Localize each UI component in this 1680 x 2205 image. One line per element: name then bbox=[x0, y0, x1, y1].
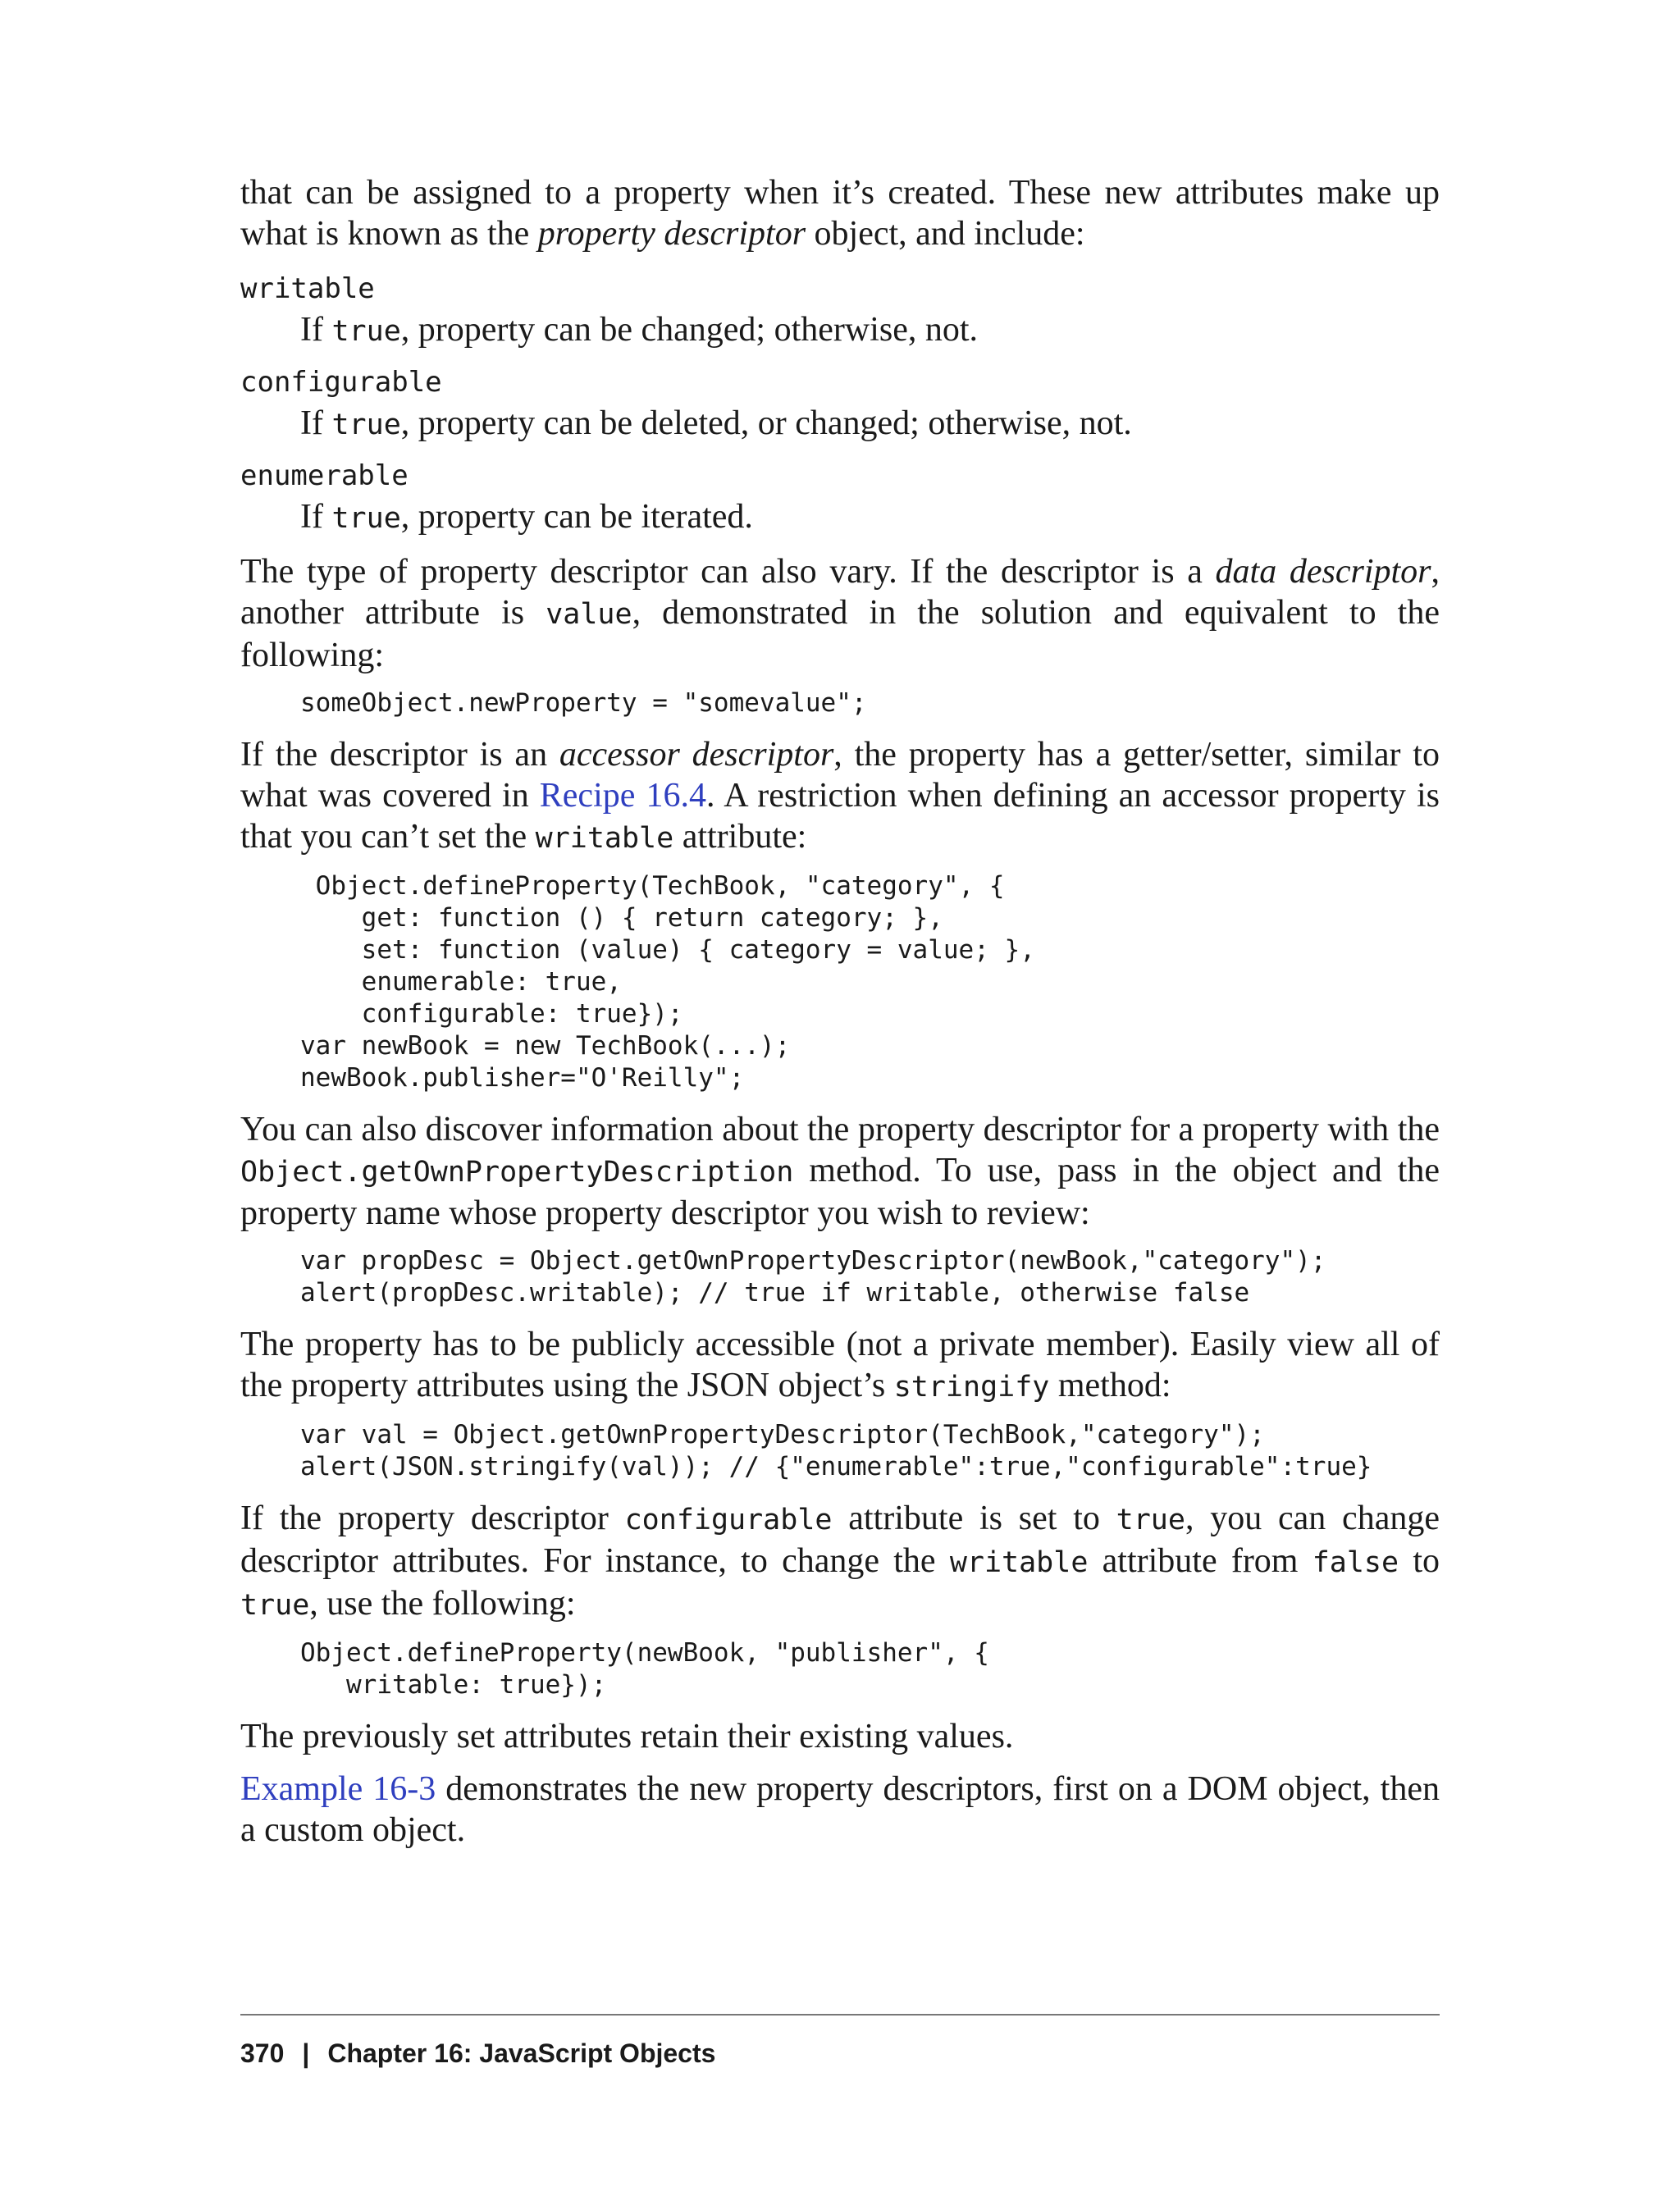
code-block-5: Object.defineProperty(newBook, "publisher", { writable: true}); bbox=[300, 1638, 989, 1700]
paragraph-intro bbox=[240, 172, 1440, 254]
attribute-term-enumerable: enumerable bbox=[240, 459, 409, 492]
footer-separator: | bbox=[302, 2038, 310, 2068]
code-block-2: Object.defineProperty(TechBook, "category", { get: function () { return category; }, set: function (value) { category = value; }, enumerable: true, configurable: true}); var newBook = new TechBook(...); newBook.publisher="O'Reilly"; bbox=[300, 871, 1035, 1093]
attribute-desc-writable: If true, property can be changed; otherwise, not. bbox=[300, 311, 979, 349]
code-block-3: var propDesc = Object.getOwnPropertyDescriptor(newBook,"category"); alert(propDesc.writable); // true if writable, otherwise false bbox=[300, 1246, 1326, 1308]
text: that can be assigned to a property when it’s created. These new attributes make up what is known as the bbox=[240, 174, 1440, 253]
paragraph-get-own-property: You can also discover information about the property descriptor for a property with the Object.getOwnPropertyDescription method. To use, pass in the object and the property name whose property descriptor you wish to review: bbox=[240, 1111, 1440, 1232]
page-footer bbox=[240, 2014, 1440, 2069]
paragraph-stringify: The property has to be publicly accessible (not a private member). Easily view all of the property attributes using the JSON object’s stringify method: bbox=[240, 1326, 1440, 1404]
chapter-title: Chapter 16: JavaScript Objects bbox=[327, 2038, 716, 2068]
text: object, and include: bbox=[806, 215, 1085, 253]
page-content bbox=[240, 172, 1440, 1851]
code-block-1: someObject.newProperty = "somevalue"; bbox=[300, 688, 867, 718]
attribute-term-configurable: configurable bbox=[240, 366, 442, 399]
code-block-4: var val = Object.getOwnPropertyDescriptor(TechBook,"category"); alert(JSON.stringify(val)); // {"enumerable":true,"configurable":true} bbox=[300, 1420, 1372, 1481]
attribute-desc-enumerable: If true, property can be iterated. bbox=[300, 498, 753, 536]
paragraph-accessor-descriptor: If the descriptor is an accessor descriptor, the property has a getter/setter, similar to what was covered in Recipe 16.4. A restriction when defining an accessor property is that you can’t set the writable attribute: bbox=[240, 736, 1440, 856]
paragraph-data-descriptor: The type of property descriptor can also vary. If the descriptor is a data descriptor, another attribute is value, demonstrated in the solution and equivalent to the following: bbox=[240, 553, 1440, 674]
attribute-list bbox=[240, 271, 1440, 540]
paragraph-example-ref: Example 16-3 demonstrates the new property descriptors, first on a DOM object, then a custom object. bbox=[240, 1770, 1440, 1849]
attribute-term-writable: writable bbox=[240, 272, 375, 305]
attribute-desc-configurable: If true, property can be deleted, or changed; otherwise, not. bbox=[300, 404, 1132, 442]
paragraph-retain-values: The previously set attributes retain their existing values. bbox=[240, 1718, 1014, 1755]
example-link[interactable]: Example 16-3 bbox=[240, 1770, 436, 1808]
page-number: 370 bbox=[240, 2038, 285, 2068]
paragraph-configurable: If the property descriptor configurable attribute is set to true, you can change descriptor attributes. For instance, to change the writable attribute from false to true, use the following: bbox=[240, 1500, 1440, 1623]
emphasis: property descriptor bbox=[537, 215, 806, 253]
recipe-link[interactable]: Recipe 16.4 bbox=[539, 777, 706, 815]
